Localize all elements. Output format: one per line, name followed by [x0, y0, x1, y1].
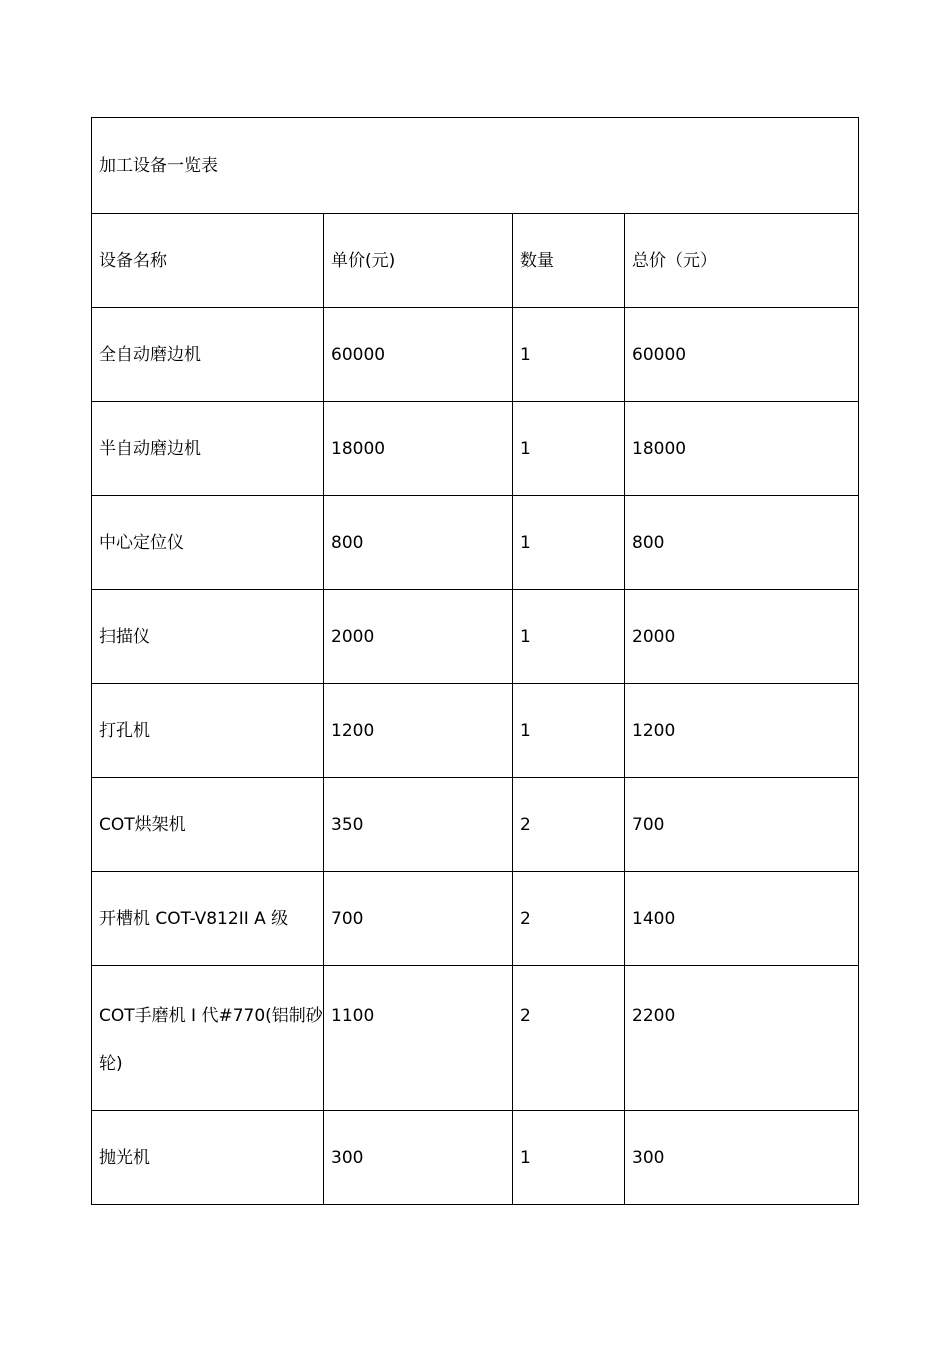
cell-unit-price: 60000 [324, 308, 513, 402]
cell-equipment-name: COT烘架机 [92, 778, 324, 872]
cell-total-price: 1400 [625, 872, 859, 966]
cell-total-price: 800 [625, 496, 859, 590]
cell-quantity: 1 [513, 308, 625, 402]
table-row [92, 966, 859, 1111]
cell-equipment-name: 抛光机 [92, 1111, 324, 1205]
header-equipment-name: 设备名称 [92, 214, 324, 308]
table-row [92, 684, 859, 778]
table-header-row [92, 214, 859, 308]
cell-total-price: 2000 [625, 590, 859, 684]
cell-unit-price: 700 [324, 872, 513, 966]
table-row [92, 496, 859, 590]
cell-unit-price: 800 [324, 496, 513, 590]
cell-unit-price: 300 [324, 1111, 513, 1205]
table-row [92, 1111, 859, 1205]
cell-quantity: 2 [513, 778, 625, 872]
cell-quantity: 1 [513, 1111, 625, 1205]
cell-total-price: 60000 [625, 308, 859, 402]
header-unit-price: 单价(元) [324, 214, 513, 308]
cell-quantity: 2 [513, 872, 625, 966]
cell-unit-price: 1200 [324, 684, 513, 778]
cell-quantity: 1 [513, 590, 625, 684]
cell-unit-price: 2000 [324, 590, 513, 684]
cell-equipment-name: 全自动磨边机 [92, 308, 324, 402]
equipment-table [91, 117, 859, 1205]
cell-equipment-name: 半自动磨边机 [92, 402, 324, 496]
table-title: 加工设备一览表 [92, 118, 859, 214]
table-row [92, 590, 859, 684]
cell-total-price: 1200 [625, 684, 859, 778]
cell-equipment-name: 开槽机 COT-V812II A 级 [92, 872, 324, 966]
cell-equipment-name: 扫描仪 [92, 590, 324, 684]
table-row [92, 402, 859, 496]
cell-unit-price: 18000 [324, 402, 513, 496]
cell-unit-price: 1100 [324, 966, 513, 1111]
table-title-row [92, 118, 859, 214]
table-row [92, 778, 859, 872]
cell-total-price: 300 [625, 1111, 859, 1205]
cell-quantity: 1 [513, 402, 625, 496]
header-total-price: 总价（元） [625, 214, 859, 308]
cell-quantity: 1 [513, 496, 625, 590]
table-row [92, 308, 859, 402]
cell-equipment-name: 中心定位仪 [92, 496, 324, 590]
header-quantity: 数量 [513, 214, 625, 308]
cell-total-price: 2200 [625, 966, 859, 1111]
cell-total-price: 18000 [625, 402, 859, 496]
table-row [92, 872, 859, 966]
cell-unit-price: 350 [324, 778, 513, 872]
cell-total-price: 700 [625, 778, 859, 872]
cell-quantity: 2 [513, 966, 625, 1111]
cell-equipment-name: COT手磨机 Ⅰ 代#770(铝制砂轮) [92, 966, 324, 1111]
cell-equipment-name: 打孔机 [92, 684, 324, 778]
cell-quantity: 1 [513, 684, 625, 778]
